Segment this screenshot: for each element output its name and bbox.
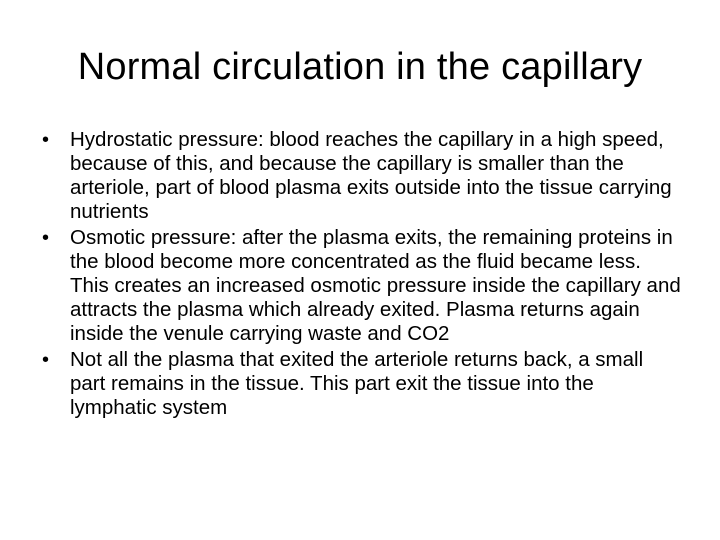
bullet-item-hydrostatic [42,128,682,224]
bullet-text: Hydrostatic pressure: blood reaches the capillary in a high speed, because of this, and because the capillary is smaller than the arteriole, part of blood plasma exits outside into the tissue carrying nutrients [70,128,672,223]
bullet-text: Not all the plasma that exited the arteriole returns back, a small part remains in the tissue. This part exit the tissue into the lymphatic system [70,348,644,419]
slide-title: Normal circulation in the capillary [77,46,643,88]
bullet-glyph: • [42,349,50,371]
bullet-item-lymphatic [42,348,682,420]
bullet-glyph: • [42,227,50,249]
bullet-text: Osmotic pressure: after the plasma exits, the remaining proteins in the blood become more concentrated as the fluid became less. This creates an increased osmotic pressure inside the capillary and attracts the plasma which already exited. Plasma returns again inside the venule carrying waste and CO2 [70,226,681,345]
bullet-item-osmotic [42,226,682,346]
bullet-glyph: • [42,129,50,151]
bullet-list [42,128,682,422]
